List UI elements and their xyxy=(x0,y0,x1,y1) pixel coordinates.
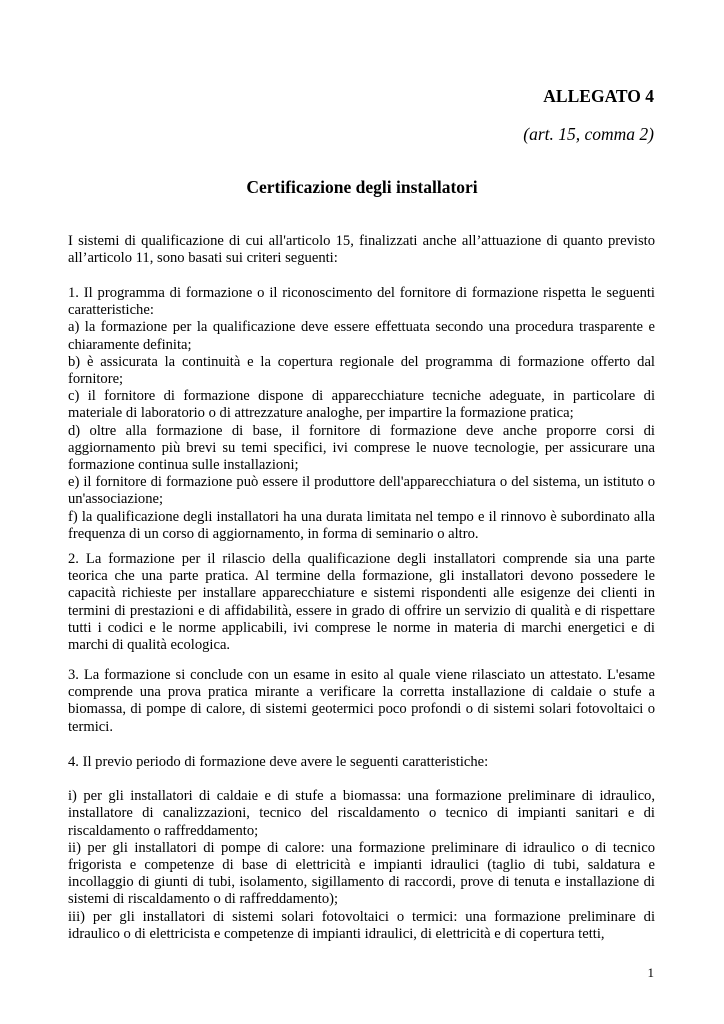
document-title: Certificazione degli installatori xyxy=(246,177,478,197)
list-item: d) oltre alla formazione di base, il fornitore di formazione deve anche proporre corsi di aggiornamento più brevi su temi specifici, ivi comprese le nuove tecnologie, per assicurare una formazione continua sulle installazioni; xyxy=(68,422,655,474)
section-4-lead: 4. Il previo periodo di formazione deve avere le seguenti caratteristiche: xyxy=(68,754,489,770)
list-item: i) per gli installatori di caldaie e di stufe a biomassa: una formazione preliminare di idraulico, installatore di canalizzazioni, tecnico del riscaldamento o tecnico di impianti sanitari e di riscaldamento o raffreddamento; xyxy=(68,788,655,839)
list-item: f) la qualificazione degli installatori ha una durata limitata nel tempo e il rinnovo è subordinato alla frequenza di un corso di aggiornamento, in forma di seminario o altro. xyxy=(68,508,655,542)
section-4 xyxy=(68,754,655,943)
list-item: ii) per gli installatori di pompe di calore: una formazione preliminare di idraulico o di tecnico frigorista e competenze di base di elettricità e impianti idraulici (taglio di tubi, saldatura e incollaggio di giunti di tubi, isolamento, sigillamento di raccordi, prove di tenuta e installazione di sistemi di riscaldamento o di raffreddamento); xyxy=(68,839,655,908)
intro-paragraph xyxy=(68,233,655,267)
section-3 xyxy=(68,667,655,736)
section-3-text: 3. La formazione si conclude con un esame in esito al quale viene rilasciato un attestato. L'esame comprende una prova pratica mirante a verificare la corretta installazione di caldaie o stufe a biomassa, di pompe di calore, di sistemi geotermici poco profondi o di sistemi solari fotovoltaici o termici. xyxy=(68,667,655,735)
section-1 xyxy=(68,285,655,543)
section-2-text: 2. La formazione per il rilascio della qualificazione degli installatori comprende sia una parte teorica che una parte pratica. Al termine della formazione, gli installatori devono possedere le capacità richieste per installare apparecchiature e sistemi rispondenti alle esigenze dei clienti in termini di prestazioni e di affidabilità, essere in grado di offrire un servizio di qualità e di rispettare tutti i codici e le norme applicabili, ivi comprese le norme in materia di marchi energetici e di marchi di qualità ecologica. xyxy=(68,551,655,654)
article-reference: (art. 15, comma 2) xyxy=(523,124,654,144)
list-item: iii) per gli installatori di sistemi solari fotovoltaici o termici: una formazione preliminare di idraulico o di elettricista e competenze di impianti idraulici, di elettricità e di copertura tetti, xyxy=(68,908,655,942)
list-item: a) la formazione per la qualificazione deve essere effettuata secondo una procedura trasparente e chiaramente definita; xyxy=(68,319,655,353)
annex-heading: ALLEGATO 4 xyxy=(543,86,654,106)
section-1-lead: 1. Il programma di formazione o il riconoscimento del fornitore di formazione rispetta le seguenti caratteristiche: xyxy=(68,285,655,319)
intro-text: I sistemi di qualificazione di cui all'articolo 15, finalizzati anche all’attuazione di quanto previsto all’articolo 11, sono basati sui criteri seguenti: xyxy=(68,233,655,267)
list-item: e) il fornitore di formazione può essere il produttore dell'apparecchiatura o del sistema, un istituto o un'associazione; xyxy=(68,474,655,508)
list-item: c) il fornitore di formazione dispone di apparecchiature tecniche adeguate, in particolare di materiale di laboratorio o di attrezzature analoghe, per impartire la formazione pratica; xyxy=(68,388,655,422)
section-2 xyxy=(68,551,655,654)
list-item: b) è assicurata la continuità e la copertura regionale del programma di formazione offerto dal fornitore; xyxy=(68,353,655,388)
page-number: 1 xyxy=(647,965,654,980)
